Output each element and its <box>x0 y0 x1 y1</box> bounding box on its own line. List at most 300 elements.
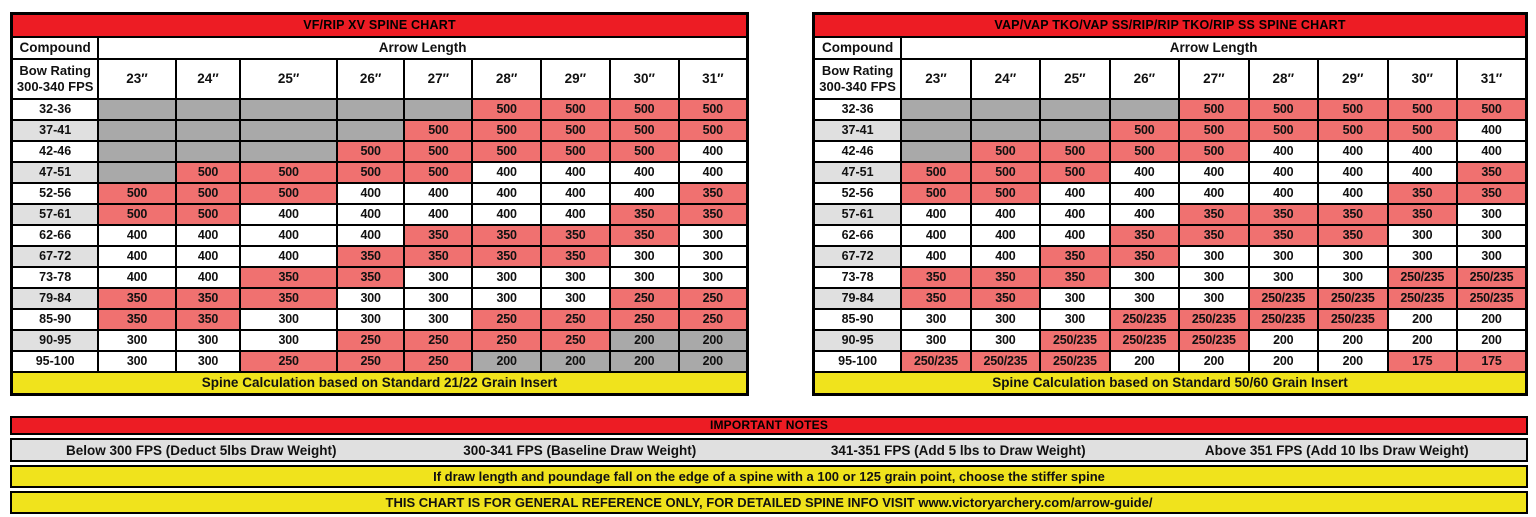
spine-cell: 400 <box>1318 141 1387 162</box>
spine-cell: 500 <box>1110 141 1179 162</box>
bow-rating-row-label: 67-72 <box>814 246 902 267</box>
bow-rating-row-label: 57-61 <box>814 204 902 225</box>
spine-cell: 300 <box>1179 288 1248 309</box>
spine-cell: 350 <box>472 225 541 246</box>
spine-cell: 400 <box>541 183 610 204</box>
spine-cell: 300 <box>1318 267 1387 288</box>
spine-cell: 350 <box>337 267 405 288</box>
spine-cell: 200 <box>1110 351 1179 372</box>
spine-cell: 250/235 <box>1110 309 1179 330</box>
arrow-length-column-header: 30″ <box>610 59 679 99</box>
spine-cell <box>1110 99 1179 120</box>
spine-cell: 250/235 <box>1179 330 1248 351</box>
spine-cell: 400 <box>1179 183 1248 204</box>
table-row <box>814 204 1527 225</box>
spine-cell: 350 <box>98 288 175 309</box>
bow-rating-row-label: 95-100 <box>814 351 902 372</box>
spine-cell: 400 <box>1318 183 1387 204</box>
spine-cell: 250 <box>404 330 472 351</box>
table-row <box>12 267 748 288</box>
spine-cell: 300 <box>472 267 541 288</box>
spine-cell: 200 <box>1388 309 1457 330</box>
spine-cell: 200 <box>610 330 679 351</box>
spine-cell: 500 <box>679 120 748 141</box>
table-row <box>814 309 1527 330</box>
spine-cell: 400 <box>404 204 472 225</box>
spine-cell: 400 <box>472 204 541 225</box>
spine-cell: 250/235 <box>1179 309 1248 330</box>
spine-cell: 500 <box>472 120 541 141</box>
table-row <box>12 204 748 225</box>
spine-cell: 300 <box>901 330 970 351</box>
spine-cell <box>901 120 970 141</box>
grain-insert-footer-row <box>12 372 748 395</box>
spine-cell <box>901 99 970 120</box>
spine-cell: 500 <box>1179 120 1248 141</box>
arrow-length-column-header: 29″ <box>1318 59 1387 99</box>
table-row <box>814 141 1527 162</box>
spine-cell: 300 <box>240 309 336 330</box>
spine-cell: 400 <box>240 204 336 225</box>
bow-rating-row-label: 62-66 <box>12 225 99 246</box>
spine-cell: 400 <box>610 162 679 183</box>
spine-cell: 350 <box>679 183 748 204</box>
table-row <box>814 246 1527 267</box>
spine-cell: 400 <box>1110 162 1179 183</box>
spine-cell: 500 <box>901 162 970 183</box>
spine-cell: 250/235 <box>1388 288 1457 309</box>
arrow-length-column-header: 31″ <box>679 59 748 99</box>
spine-cell: 200 <box>1249 330 1318 351</box>
bow-rating-row-label: 32-36 <box>814 99 902 120</box>
spine-cell: 400 <box>472 183 541 204</box>
spine-cell: 500 <box>541 120 610 141</box>
table-row <box>814 120 1527 141</box>
bow-rating-row-label: 37-41 <box>12 120 99 141</box>
spine-cell: 200 <box>1318 351 1387 372</box>
spine-cell: 400 <box>1249 141 1318 162</box>
spine-cell: 300 <box>1457 246 1527 267</box>
table-row <box>12 330 748 351</box>
bow-rating-line1: Bow Rating <box>821 62 894 78</box>
arrow-length-column-header: 24″ <box>971 59 1040 99</box>
bow-rating-row-label: 90-95 <box>814 330 902 351</box>
spine-cell: 400 <box>1249 183 1318 204</box>
spine-cell: 200 <box>1249 351 1318 372</box>
spine-cell <box>971 99 1040 120</box>
fps-note-below-300: Below 300 FPS (Deduct 5lbs Draw Weight) <box>65 442 337 458</box>
compound-header: Compound <box>814 37 902 59</box>
table-row <box>814 225 1527 246</box>
spine-cell: 400 <box>971 204 1040 225</box>
bow-rating-header <box>814 59 902 99</box>
spine-cell: 300 <box>679 246 748 267</box>
arrow-length-column-header: 30″ <box>1388 59 1457 99</box>
spine-cell: 250 <box>541 309 610 330</box>
spine-cell: 300 <box>971 330 1040 351</box>
spine-cell: 500 <box>1388 120 1457 141</box>
bow-rating-header <box>12 59 99 99</box>
spine-cell: 400 <box>1040 183 1109 204</box>
spine-cell: 350 <box>1457 183 1527 204</box>
spine-cell: 200 <box>1388 330 1457 351</box>
spine-cell: 250 <box>679 309 748 330</box>
table-row <box>814 183 1527 204</box>
spine-cell: 500 <box>901 183 970 204</box>
spine-cell: 350 <box>1249 225 1318 246</box>
spine-cell: 350 <box>1040 267 1109 288</box>
fps-note-341-351: 341-351 FPS (Add 5 lbs to Draw Weight) <box>830 442 1086 458</box>
arrow-length-column-header: 25″ <box>240 59 336 99</box>
bow-rating-row-label: 90-95 <box>12 330 99 351</box>
spine-cell: 300 <box>337 288 405 309</box>
spine-cell: 200 <box>1179 351 1248 372</box>
bow-rating-row-label: 67-72 <box>12 246 99 267</box>
spine-cell: 300 <box>1040 309 1109 330</box>
spine-cell: 350 <box>176 288 241 309</box>
spine-cell: 250 <box>679 288 748 309</box>
spine-cell: 350 <box>541 246 610 267</box>
spine-cell: 300 <box>1110 288 1179 309</box>
spine-cell: 500 <box>610 120 679 141</box>
spine-cell: 500 <box>1040 141 1109 162</box>
spine-cell: 400 <box>98 246 175 267</box>
bow-rating-row-label: 37-41 <box>814 120 902 141</box>
spine-cell: 400 <box>472 162 541 183</box>
compound-row <box>814 37 1527 59</box>
fps-note-300-341: 300-341 FPS (Baseline Draw Weight) <box>463 442 697 458</box>
spine-cell <box>98 99 175 120</box>
spine-cell: 400 <box>98 267 175 288</box>
spine-cell: 250 <box>610 288 679 309</box>
spine-cell: 500 <box>1388 99 1457 120</box>
column-header-row <box>814 59 1527 99</box>
spine-cell: 300 <box>1457 225 1527 246</box>
spine-cell: 500 <box>404 141 472 162</box>
spine-cell: 350 <box>610 204 679 225</box>
spine-cell: 250/235 <box>971 351 1040 372</box>
spine-cell: 300 <box>1388 246 1457 267</box>
spine-cell: 350 <box>971 267 1040 288</box>
spine-cell: 200 <box>1318 330 1387 351</box>
spine-cell: 250/235 <box>1318 309 1387 330</box>
table-row <box>12 246 748 267</box>
spine-cell: 500 <box>1040 162 1109 183</box>
spine-cell: 200 <box>1457 330 1527 351</box>
spine-cell: 500 <box>337 162 405 183</box>
spine-cell: 300 <box>404 288 472 309</box>
spine-cell: 400 <box>610 183 679 204</box>
spine-cell: 400 <box>1249 162 1318 183</box>
spine-cell: 500 <box>176 162 241 183</box>
bow-rating-line2: 300-340 FPS <box>16 78 94 94</box>
spine-cell: 500 <box>240 183 336 204</box>
stiffer-spine-note: If draw length and poundage fall on the edge of a spine with a 100 or 125 grain point, choose the stiffer spine <box>10 465 1528 488</box>
bow-rating-row-label: 62-66 <box>814 225 902 246</box>
table-row <box>814 351 1527 372</box>
arrow-length-column-header: 23″ <box>901 59 970 99</box>
spine-cell: 250/235 <box>1388 267 1457 288</box>
spine-cell: 250 <box>337 351 405 372</box>
spine-cell: 500 <box>98 183 175 204</box>
fps-note-above-351: Above 351 FPS (Add 10 lbs Draw Weight) <box>1204 442 1469 458</box>
spine-cell: 400 <box>1318 162 1387 183</box>
spine-cell: 350 <box>901 288 970 309</box>
spine-cell: 300 <box>679 267 748 288</box>
spine-cell: 300 <box>901 309 970 330</box>
spine-cell: 400 <box>1179 162 1248 183</box>
spine-cell: 400 <box>337 225 405 246</box>
spine-cell <box>337 120 405 141</box>
spine-cell: 350 <box>98 309 175 330</box>
spine-cell: 400 <box>679 141 748 162</box>
spine-cell: 500 <box>472 99 541 120</box>
spine-cell: 500 <box>404 120 472 141</box>
table-row <box>814 162 1527 183</box>
spine-cell: 350 <box>1318 225 1387 246</box>
spine-cell: 500 <box>541 99 610 120</box>
spine-cell <box>240 141 336 162</box>
bow-rating-row-label: 47-51 <box>814 162 902 183</box>
spine-cell: 400 <box>176 267 241 288</box>
spine-cell: 400 <box>971 246 1040 267</box>
spine-cell: 250 <box>337 330 405 351</box>
spine-cell: 400 <box>1110 204 1179 225</box>
bow-rating-row-label: 79-84 <box>12 288 99 309</box>
spine-cell: 300 <box>610 246 679 267</box>
spine-cell: 250 <box>610 309 679 330</box>
arrow-length-column-header: 28″ <box>472 59 541 99</box>
spine-cell: 500 <box>541 141 610 162</box>
spine-cell: 300 <box>176 351 241 372</box>
vf-rip-xv-spine-table <box>10 12 749 396</box>
arrow-length-column-header: 28″ <box>1249 59 1318 99</box>
spine-cell: 300 <box>971 309 1040 330</box>
spine-cell: 300 <box>98 330 175 351</box>
spine-cell: 400 <box>1110 183 1179 204</box>
spine-cell: 500 <box>1179 141 1248 162</box>
spine-cell <box>240 120 336 141</box>
spine-cell: 500 <box>610 99 679 120</box>
spine-cell <box>98 120 175 141</box>
spine-cell: 400 <box>404 183 472 204</box>
bow-rating-row-label: 42-46 <box>814 141 902 162</box>
spine-cell: 350 <box>1110 225 1179 246</box>
spine-cell: 350 <box>901 267 970 288</box>
spine-cell: 300 <box>1179 246 1248 267</box>
spine-cell: 500 <box>337 141 405 162</box>
spine-cell: 250/235 <box>1457 288 1527 309</box>
grain-insert-footer-row <box>814 372 1527 395</box>
spine-cell <box>1040 99 1109 120</box>
spine-cell: 200 <box>610 351 679 372</box>
bow-rating-row-label: 85-90 <box>814 309 902 330</box>
bow-rating-row-label: 47-51 <box>12 162 99 183</box>
spine-cell: 250/235 <box>1249 288 1318 309</box>
spine-cell: 500 <box>1318 99 1387 120</box>
table-row <box>12 162 748 183</box>
spine-cell <box>1040 120 1109 141</box>
grain-insert-footer: Spine Calculation based on Standard 21/22 Grain Insert <box>12 372 748 395</box>
spine-cell: 175 <box>1457 351 1527 372</box>
spine-cell: 500 <box>98 204 175 225</box>
spine-cell: 500 <box>240 162 336 183</box>
spine-cell: 400 <box>901 204 970 225</box>
bow-rating-row-label: 73-78 <box>12 267 99 288</box>
arrow-length-column-header: 29″ <box>541 59 610 99</box>
column-header-row <box>12 59 748 99</box>
spine-cell: 400 <box>1388 162 1457 183</box>
spine-cell: 400 <box>1040 204 1109 225</box>
spine-cell <box>404 99 472 120</box>
table-row <box>12 141 748 162</box>
spine-cell: 400 <box>176 225 241 246</box>
spine-cell: 350 <box>610 225 679 246</box>
table-row <box>814 288 1527 309</box>
arrow-length-column-header: 25″ <box>1040 59 1109 99</box>
table-row <box>12 225 748 246</box>
spine-cell: 350 <box>240 288 336 309</box>
spine-cell: 500 <box>176 204 241 225</box>
spine-table-body <box>12 99 748 372</box>
grain-insert-footer: Spine Calculation based on Standard 50/60 Grain Insert <box>814 372 1527 395</box>
bow-rating-row-label: 52-56 <box>12 183 99 204</box>
spine-cell: 500 <box>1110 120 1179 141</box>
arrow-length-column-header: 23″ <box>98 59 175 99</box>
spine-cell: 175 <box>1388 351 1457 372</box>
table-row <box>12 309 748 330</box>
spine-cell: 350 <box>404 225 472 246</box>
spine-cell: 250 <box>404 351 472 372</box>
arrow-length-column-header: 26″ <box>1110 59 1179 99</box>
spine-cell: 500 <box>971 183 1040 204</box>
spine-cell: 500 <box>1318 120 1387 141</box>
spine-cell: 350 <box>1179 204 1248 225</box>
spine-cell: 250/235 <box>1040 351 1109 372</box>
spine-cell: 200 <box>679 351 748 372</box>
spine-cell: 400 <box>971 225 1040 246</box>
spine-cell <box>240 99 336 120</box>
spine-cell: 350 <box>1110 246 1179 267</box>
vap-rip-ss-spine-table <box>812 12 1528 396</box>
arrow-length-column-header: 27″ <box>1179 59 1248 99</box>
spine-cell: 350 <box>1249 204 1318 225</box>
spine-cell: 250 <box>472 330 541 351</box>
spine-cell: 300 <box>541 267 610 288</box>
spine-cell: 400 <box>1388 141 1457 162</box>
spine-cell: 250 <box>541 330 610 351</box>
spine-cell <box>176 141 241 162</box>
important-notes-title: IMPORTANT NOTES <box>10 416 1528 435</box>
arrow-length-column-header: 26″ <box>337 59 405 99</box>
spine-cell: 500 <box>610 141 679 162</box>
table-row <box>12 120 748 141</box>
spine-cell: 250/235 <box>901 351 970 372</box>
arrow-length-column-header: 24″ <box>176 59 241 99</box>
spine-cell <box>98 141 175 162</box>
spine-cell: 500 <box>404 162 472 183</box>
spine-cell <box>971 120 1040 141</box>
spine-cell: 350 <box>240 267 336 288</box>
spine-cell: 300 <box>1249 246 1318 267</box>
spine-cell: 300 <box>1040 288 1109 309</box>
spine-cell <box>176 99 241 120</box>
arrow-length-column-header: 31″ <box>1457 59 1527 99</box>
spine-cell: 350 <box>176 309 241 330</box>
table-title-row <box>12 14 748 37</box>
bow-rating-row-label: 79-84 <box>814 288 902 309</box>
spine-table-body <box>814 99 1527 372</box>
spine-cell: 500 <box>1179 99 1248 120</box>
spine-cell: 350 <box>337 246 405 267</box>
spine-cell: 200 <box>679 330 748 351</box>
spine-cell: 300 <box>337 309 405 330</box>
bow-rating-row-label: 57-61 <box>12 204 99 225</box>
spine-cell: 400 <box>679 162 748 183</box>
spine-cell: 300 <box>679 225 748 246</box>
spine-cell <box>176 120 241 141</box>
spine-cell: 400 <box>901 225 970 246</box>
spine-cell: 250/235 <box>1110 330 1179 351</box>
arrow-length-header: Arrow Length <box>98 37 747 59</box>
table-title: VF/RIP XV SPINE CHART <box>12 14 748 37</box>
table-row <box>12 99 748 120</box>
spine-cell: 300 <box>404 309 472 330</box>
spine-cell: 350 <box>1318 204 1387 225</box>
spine-cell: 400 <box>240 225 336 246</box>
arrow-length-column-header: 27″ <box>404 59 472 99</box>
compound-header: Compound <box>12 37 99 59</box>
spine-cell <box>337 99 405 120</box>
spine-cell: 400 <box>98 225 175 246</box>
general-reference-note: THIS CHART IS FOR GENERAL REFERENCE ONLY, FOR DETAILED SPINE INFO VISIT www.victoryarchery.com/arrow-guide/ <box>10 491 1528 514</box>
spine-cell: 350 <box>1040 246 1109 267</box>
spine-cell: 400 <box>1457 120 1527 141</box>
spine-cell: 350 <box>1457 162 1527 183</box>
bow-rating-row-label: 32-36 <box>12 99 99 120</box>
spine-cell: 200 <box>472 351 541 372</box>
bow-rating-row-label: 73-78 <box>814 267 902 288</box>
spine-cell: 500 <box>971 141 1040 162</box>
spine-cell: 300 <box>541 288 610 309</box>
spine-cell: 250 <box>240 351 336 372</box>
spine-cell: 250/235 <box>1318 288 1387 309</box>
spine-cell <box>901 141 970 162</box>
spine-cell: 300 <box>1457 204 1527 225</box>
important-notes-panel <box>10 416 1528 514</box>
spine-tables-row <box>10 12 1528 396</box>
spine-cell: 400 <box>1040 225 1109 246</box>
spine-cell: 300 <box>240 330 336 351</box>
spine-cell: 500 <box>971 162 1040 183</box>
spine-cell: 300 <box>176 330 241 351</box>
table-row <box>12 183 748 204</box>
spine-cell: 200 <box>1457 309 1527 330</box>
table-title-row <box>814 14 1527 37</box>
spine-cell: 300 <box>98 351 175 372</box>
spine-cell: 500 <box>1249 120 1318 141</box>
spine-cell: 400 <box>337 204 405 225</box>
bow-rating-row-label: 95-100 <box>12 351 99 372</box>
spine-cell: 300 <box>1249 267 1318 288</box>
spine-cell: 500 <box>679 99 748 120</box>
spine-cell: 350 <box>971 288 1040 309</box>
spine-cell: 300 <box>404 267 472 288</box>
spine-cell: 300 <box>1388 225 1457 246</box>
spine-cell: 300 <box>610 267 679 288</box>
spine-cell: 300 <box>472 288 541 309</box>
table-row <box>12 288 748 309</box>
